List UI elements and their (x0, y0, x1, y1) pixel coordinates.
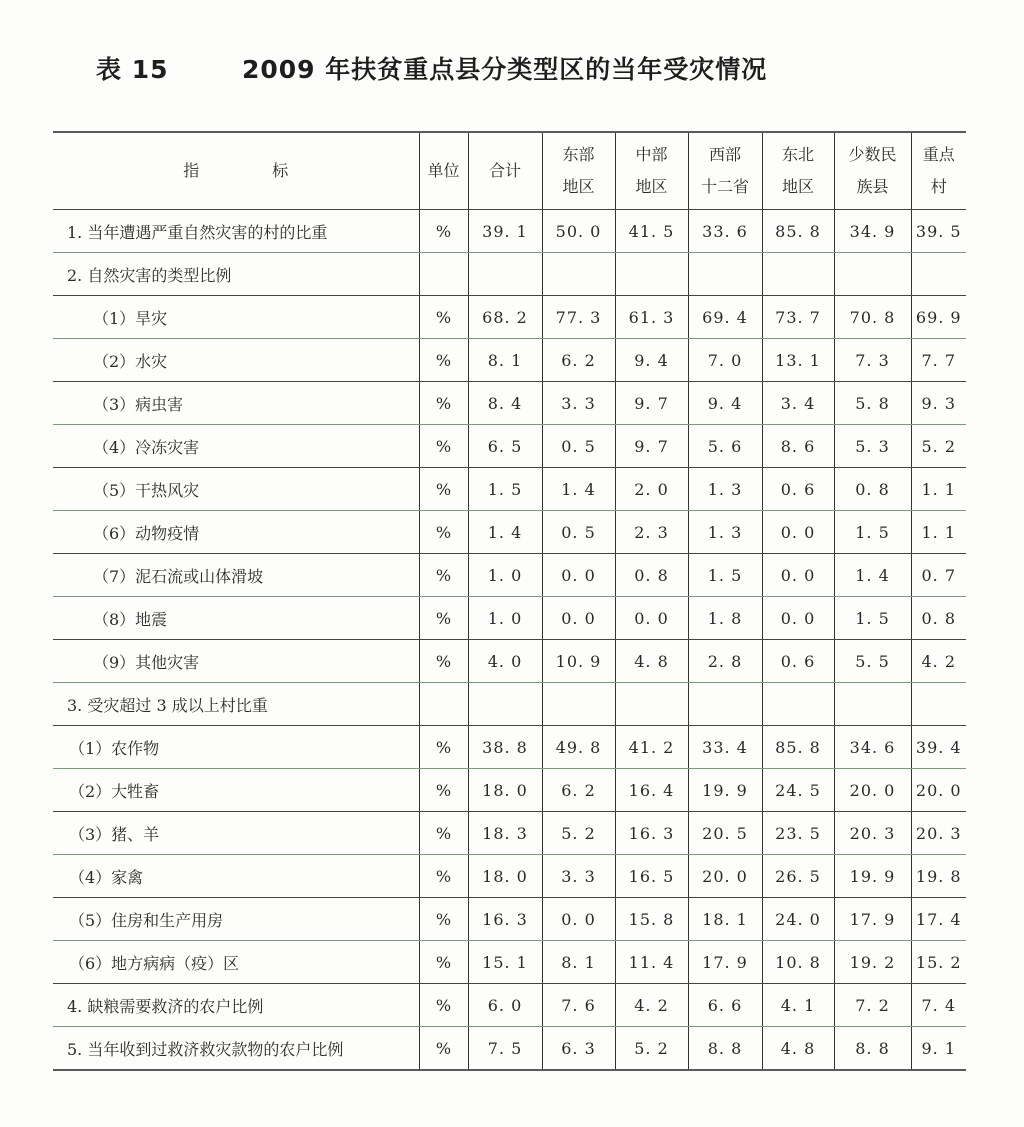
row-value: 8. 8 (834, 1027, 911, 1071)
row-value (762, 253, 834, 296)
row-value: 41. 5 (615, 210, 688, 253)
row-value: 0. 0 (762, 597, 834, 640)
row-value: 0. 0 (542, 597, 615, 640)
row-label: （9）其他灾害 (53, 640, 419, 683)
row-value: 18. 0 (468, 855, 542, 898)
title-row (96, 50, 956, 90)
row-label: （4）家禽 (53, 855, 419, 898)
header-east-line1: 东部 (562, 145, 595, 164)
row-value: 4. 1 (762, 984, 834, 1027)
row-value: 24. 0 (762, 898, 834, 941)
row-value: 17. 4 (911, 898, 966, 941)
row-value: 19. 9 (834, 855, 911, 898)
row-label: 4. 缺粮需要救济的农户比例 (53, 984, 419, 1027)
row-value: 9. 4 (615, 339, 688, 382)
row-value: 1. 5 (834, 511, 911, 554)
row-value: 77. 3 (542, 296, 615, 339)
row-value: 0. 8 (911, 597, 966, 640)
row-value: 1. 4 (834, 554, 911, 597)
row-unit: % (419, 941, 468, 984)
row-label: （5）干热风灾 (53, 468, 419, 511)
row-value: 41. 2 (615, 726, 688, 769)
row-value: 19. 9 (688, 769, 762, 812)
row-value: 5. 5 (834, 640, 911, 683)
table-row (53, 984, 966, 1027)
row-unit: % (419, 296, 468, 339)
row-value: 39. 1 (468, 210, 542, 253)
header-northeast-line1: 东北 (781, 145, 814, 164)
row-value: 16. 3 (468, 898, 542, 941)
row-value: 20. 0 (911, 769, 966, 812)
row-value: 8. 4 (468, 382, 542, 425)
row-value: 16. 4 (615, 769, 688, 812)
row-value: 1. 3 (688, 511, 762, 554)
header-minority-line1: 少数民 (848, 145, 897, 164)
row-value: 49. 8 (542, 726, 615, 769)
row-value: 7. 2 (834, 984, 911, 1027)
row-unit: % (419, 382, 468, 425)
row-value: 24. 5 (762, 769, 834, 812)
row-value: 0. 8 (834, 468, 911, 511)
table-row (53, 769, 966, 812)
row-value: 5. 6 (688, 425, 762, 468)
row-value: 10. 8 (762, 941, 834, 984)
table-body (53, 210, 966, 1071)
row-value: 5. 3 (834, 425, 911, 468)
row-value: 20. 0 (834, 769, 911, 812)
row-value: 7. 7 (911, 339, 966, 382)
header-key-village (911, 132, 966, 210)
row-value (468, 683, 542, 726)
header-key-village-line1: 重点 (922, 145, 955, 164)
row-value: 19. 8 (911, 855, 966, 898)
row-value: 39. 4 (911, 726, 966, 769)
row-unit: % (419, 210, 468, 253)
table-row (53, 210, 966, 253)
row-value: 50. 0 (542, 210, 615, 253)
row-value: 23. 5 (762, 812, 834, 855)
row-unit: % (419, 597, 468, 640)
row-value: 38. 8 (468, 726, 542, 769)
row-value: 9. 4 (688, 382, 762, 425)
disaster-table (53, 131, 966, 1071)
header-west-line2: 十二省 (700, 177, 749, 196)
row-value: 15. 2 (911, 941, 966, 984)
row-unit: % (419, 425, 468, 468)
table-row (53, 640, 966, 683)
row-value: 6. 5 (468, 425, 542, 468)
row-value: 5. 2 (542, 812, 615, 855)
row-value (542, 683, 615, 726)
header-total: 合计 (468, 132, 542, 210)
row-unit: % (419, 812, 468, 855)
row-value: 5. 8 (834, 382, 911, 425)
row-unit: % (419, 640, 468, 683)
row-unit: % (419, 984, 468, 1027)
row-value: 0. 0 (542, 554, 615, 597)
row-value: 1. 5 (468, 468, 542, 511)
table-row (53, 296, 966, 339)
row-label: 5. 当年收到过救济救灾款物的农户比例 (53, 1027, 419, 1071)
row-value (615, 683, 688, 726)
row-value: 2. 3 (615, 511, 688, 554)
row-label: （3）病虫害 (53, 382, 419, 425)
row-value: 85. 8 (762, 726, 834, 769)
row-value: 85. 8 (762, 210, 834, 253)
row-value (615, 253, 688, 296)
row-value: 9. 1 (911, 1027, 966, 1071)
row-value: 9. 3 (911, 382, 966, 425)
table-row (53, 855, 966, 898)
row-value: 4. 8 (762, 1027, 834, 1071)
header-key-village-line2: 村 (930, 177, 947, 196)
row-value: 1. 1 (911, 468, 966, 511)
row-value: 2. 8 (688, 640, 762, 683)
row-value: 33. 6 (688, 210, 762, 253)
table-row (53, 597, 966, 640)
row-value: 4. 8 (615, 640, 688, 683)
row-value: 0. 5 (542, 511, 615, 554)
row-label: （6）动物疫情 (53, 511, 419, 554)
row-unit: % (419, 1027, 468, 1071)
row-unit (419, 683, 468, 726)
row-unit: % (419, 554, 468, 597)
header-east-line2: 地区 (562, 177, 595, 196)
row-value: 6. 0 (468, 984, 542, 1027)
row-value: 18. 3 (468, 812, 542, 855)
row-value: 6. 2 (542, 769, 615, 812)
row-value: 1. 0 (468, 554, 542, 597)
row-value: 8. 6 (762, 425, 834, 468)
row-value: 20. 3 (834, 812, 911, 855)
table-row (53, 339, 966, 382)
row-value: 9. 7 (615, 425, 688, 468)
header-northeast-line2: 地区 (781, 177, 814, 196)
row-value: 7. 4 (911, 984, 966, 1027)
table-row (53, 253, 966, 296)
row-unit: % (419, 769, 468, 812)
table-number: 表 15 (96, 55, 169, 84)
row-unit: % (419, 511, 468, 554)
row-value: 1. 4 (468, 511, 542, 554)
table-row (53, 382, 966, 425)
row-value: 18. 0 (468, 769, 542, 812)
row-value: 7. 3 (834, 339, 911, 382)
row-value: 0. 7 (911, 554, 966, 597)
row-value: 20. 5 (688, 812, 762, 855)
row-value: 17. 9 (688, 941, 762, 984)
row-value (911, 253, 966, 296)
row-value: 1. 8 (688, 597, 762, 640)
row-value: 8. 1 (542, 941, 615, 984)
row-value: 0. 0 (542, 898, 615, 941)
row-value (911, 683, 966, 726)
row-value: 0. 6 (762, 640, 834, 683)
row-value: 26. 5 (762, 855, 834, 898)
header-indicator: 指 标 (53, 132, 419, 210)
row-value: 39. 5 (911, 210, 966, 253)
row-label: （2）大牲畜 (53, 769, 419, 812)
header-row (53, 132, 966, 210)
row-value: 20. 0 (688, 855, 762, 898)
row-label: （5）住房和生产用房 (53, 898, 419, 941)
row-value: 68. 2 (468, 296, 542, 339)
table-row (53, 1027, 966, 1071)
row-value: 18. 1 (688, 898, 762, 941)
row-label: 1. 当年遭遇严重自然灾害的村的比重 (53, 210, 419, 253)
row-value: 3. 4 (762, 382, 834, 425)
header-central-line1: 中部 (635, 145, 668, 164)
row-value (762, 683, 834, 726)
row-value: 7. 6 (542, 984, 615, 1027)
row-value (688, 253, 762, 296)
row-value: 0. 6 (762, 468, 834, 511)
table-row (53, 511, 966, 554)
row-value: 0. 0 (762, 511, 834, 554)
row-value: 1. 0 (468, 597, 542, 640)
row-value: 1. 5 (834, 597, 911, 640)
table-row (53, 554, 966, 597)
header-central (615, 132, 688, 210)
row-value: 8. 8 (688, 1027, 762, 1071)
row-value: 70. 8 (834, 296, 911, 339)
row-value: 5. 2 (615, 1027, 688, 1071)
row-label: （6）地方病病（疫）区 (53, 941, 419, 984)
row-value: 1. 1 (911, 511, 966, 554)
row-value: 13. 1 (762, 339, 834, 382)
row-value: 11. 4 (615, 941, 688, 984)
row-value: 1. 4 (542, 468, 615, 511)
header-west-line1: 西部 (708, 145, 741, 164)
row-value: 6. 6 (688, 984, 762, 1027)
row-value: 6. 2 (542, 339, 615, 382)
row-value: 7. 0 (688, 339, 762, 382)
row-unit: % (419, 898, 468, 941)
header-east (542, 132, 615, 210)
row-value: 73. 7 (762, 296, 834, 339)
row-value (834, 253, 911, 296)
row-value: 7. 5 (468, 1027, 542, 1071)
row-value: 33. 4 (688, 726, 762, 769)
row-unit: % (419, 726, 468, 769)
row-value: 0. 8 (615, 554, 688, 597)
row-value: 19. 2 (834, 941, 911, 984)
row-value: 16. 5 (615, 855, 688, 898)
row-unit: % (419, 339, 468, 382)
row-value: 17. 9 (834, 898, 911, 941)
header-central-line2: 地区 (635, 177, 668, 196)
row-value: 0. 5 (542, 425, 615, 468)
row-value: 6. 3 (542, 1027, 615, 1071)
row-unit (419, 253, 468, 296)
row-value: 3. 3 (542, 855, 615, 898)
row-value: 10. 9 (542, 640, 615, 683)
row-value: 61. 3 (615, 296, 688, 339)
row-label: 3. 受灾超过 3 成以上村比重 (53, 683, 419, 726)
table-row (53, 425, 966, 468)
row-value (542, 253, 615, 296)
row-label: （1）旱灾 (53, 296, 419, 339)
row-value: 4. 0 (468, 640, 542, 683)
row-value (468, 253, 542, 296)
header-unit: 单位 (419, 132, 468, 210)
table-title: 2009 年扶贫重点县分类型区的当年受灾情况 (242, 55, 768, 84)
header-northeast (762, 132, 834, 210)
row-label: （8）地震 (53, 597, 419, 640)
table-row (53, 683, 966, 726)
row-value (688, 683, 762, 726)
row-value: 3. 3 (542, 382, 615, 425)
row-value: 1. 3 (688, 468, 762, 511)
row-value: 5. 2 (911, 425, 966, 468)
row-value: 20. 3 (911, 812, 966, 855)
row-value: 69. 9 (911, 296, 966, 339)
row-label: （4）冷冻灾害 (53, 425, 419, 468)
header-minority (834, 132, 911, 210)
row-value: 15. 8 (615, 898, 688, 941)
table-row (53, 468, 966, 511)
table-header (53, 132, 966, 210)
row-value: 4. 2 (615, 984, 688, 1027)
header-west (688, 132, 762, 210)
row-value: 9. 7 (615, 382, 688, 425)
row-label: 2. 自然灾害的类型比例 (53, 253, 419, 296)
row-value: 8. 1 (468, 339, 542, 382)
row-unit: % (419, 855, 468, 898)
row-unit: % (419, 468, 468, 511)
row-value: 69. 4 (688, 296, 762, 339)
table-row (53, 812, 966, 855)
row-value: 2. 0 (615, 468, 688, 511)
row-value: 34. 9 (834, 210, 911, 253)
row-label: （2）水灾 (53, 339, 419, 382)
row-value: 16. 3 (615, 812, 688, 855)
row-label: （1）农作物 (53, 726, 419, 769)
row-value: 0. 0 (762, 554, 834, 597)
row-label: （3）猪、羊 (53, 812, 419, 855)
row-value: 15. 1 (468, 941, 542, 984)
row-value: 1. 5 (688, 554, 762, 597)
header-minority-line2: 族县 (856, 177, 889, 196)
row-value (834, 683, 911, 726)
row-label: （7）泥石流或山体滑坡 (53, 554, 419, 597)
table-row (53, 726, 966, 769)
table-row (53, 898, 966, 941)
table-row (53, 941, 966, 984)
row-value: 0. 0 (615, 597, 688, 640)
row-value: 34. 6 (834, 726, 911, 769)
row-value: 4. 2 (911, 640, 966, 683)
